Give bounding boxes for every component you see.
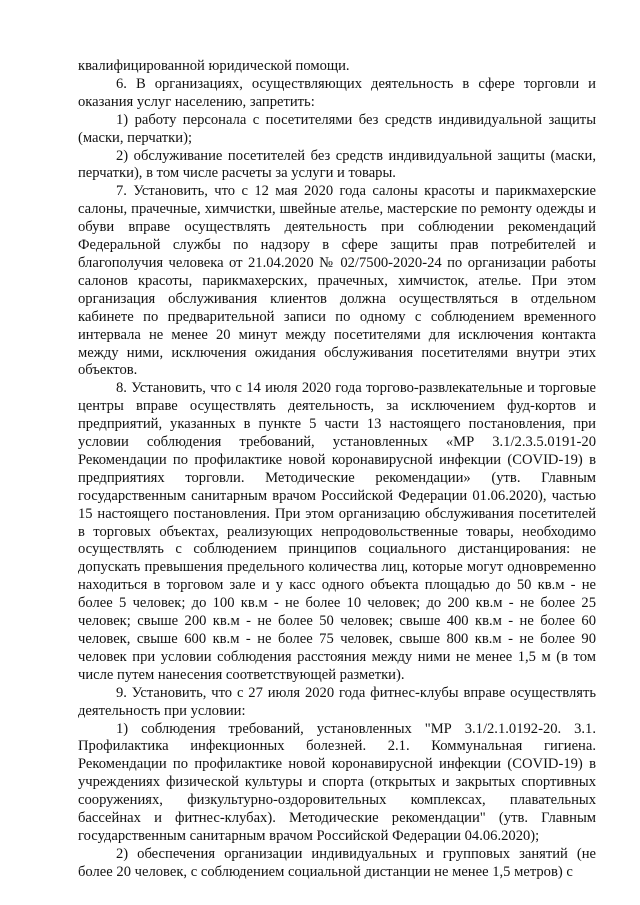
paragraph-clause-6-item-1: 1) работу персонала с посетителями без средств индивидуальной защиты (маски, перчатки); [78,111,596,146]
paragraph-continuation: квалифицированной юридической помощи. [78,58,350,74]
paragraph-clause-9-item-1: 1) соблюдения требований, установленных "МР 3.1/2.1.0192-20. 3.1. Профилактика инфекционных болезней. 2.1. Коммунальная гигиена. Рекомендации по профилактике новой коронавирусной инфекции (COVID-19) в учреждениях физической культуры и спорта (открытых и закрытых спортивных сооружениях, физкультурно-оздоровительных комплексах, плавательных бассейнах и фитнес-клубах). Методические рекомендации" (утв. Главным государственным санитарным врачом Российской Федерации 04.06.2020); [78,720,596,844]
paragraph-clause-6-item-2: 2) обслуживание посетителей без средств индивидуальной защиты (маски, перчатки), в том числе расчеты за услуги и товары. [78,147,596,182]
paragraph-clause-9: 9. Установить, что с 27 июля 2020 года фитнес-клубы вправе осуществлять деятельность при условии: [78,684,596,719]
paragraph-clause-6: 6. В организациях, осуществляющих деятельность в сфере торговли и оказания услуг населению, запретить: [78,75,596,110]
paragraph-clause-8: 8. Установить, что с 14 июля 2020 года торгово-развлекательные и торговые центры вправе осуществлять деятельность, за исключением фуд-кортов и предприятий, указанных в пункте 5 части 13 настоящего постановления, при условии соблюдения требований, установленных «МР 3.1/2.3.5.0191-20 Рекомендации по профилактике новой коронавирусной инфекции (COVID-19) в предприятиях торговли. Методические рекомендации» (утв. Главным государственным санитарным врачом Российской Федерации 01.06.2020), частью 15 настоящего постановления. При этом организацию обслуживания посетителей в торговых объектах, реализующих непродовольственные товары, необходимо осуществлять с соблюдением принципов социального дистанцирования: не допускать превышения предельного количества лиц, которые могут одновременно находиться в торговом зале и у касс одного объекта площадью до 50 кв.м - не более 5 человек; до 100 кв.м - не более 10 человек; до 200 кв.м - не более 25 человек; свыше 200 кв.м - не более 50 человек; свыше 400 кв.м - не более 60 человек, свыше 600 кв.м - не более 75 человек, свыше 800 кв.м - не более 90 человек при условии соблюдения расстояния между ними не менее 1,5 м (в том числе путем нанесения соответствующей разметки). [78,380,596,683]
paragraph-clause-7: 7. Установить, что с 12 мая 2020 года салоны красоты и парикмахерские салоны, прачечные, химчистки, швейные ателье, мастерские по ремонту одежды и обуви вправе осуществлять деятельность при соблюдении рекомендаций Федеральной службы по надзору в сфере защиты прав потребителей и благополучия человека от 21.04.2020 № 02/7500-2020-24 по организации работы салонов красоты, парикмахерских, прачечных, химчисток, ателье. При этом организация обслуживания клиентов должна осуществляться в отдельном кабинете по предварительной записи по одному с соблюдением временного интервала не менее 20 минут между посетителями для исключения контакта между ними, исключения ожидания обслуживания посетителями внутри этих объектов. [78,183,596,379]
paragraph-clause-9-item-2: 2) обеспечения организации индивидуальных и групповых занятий (не более 20 человек, с соблюдением социальной дистанции не менее 1,5 метров) с [78,845,596,880]
document-page [78,58,596,882]
